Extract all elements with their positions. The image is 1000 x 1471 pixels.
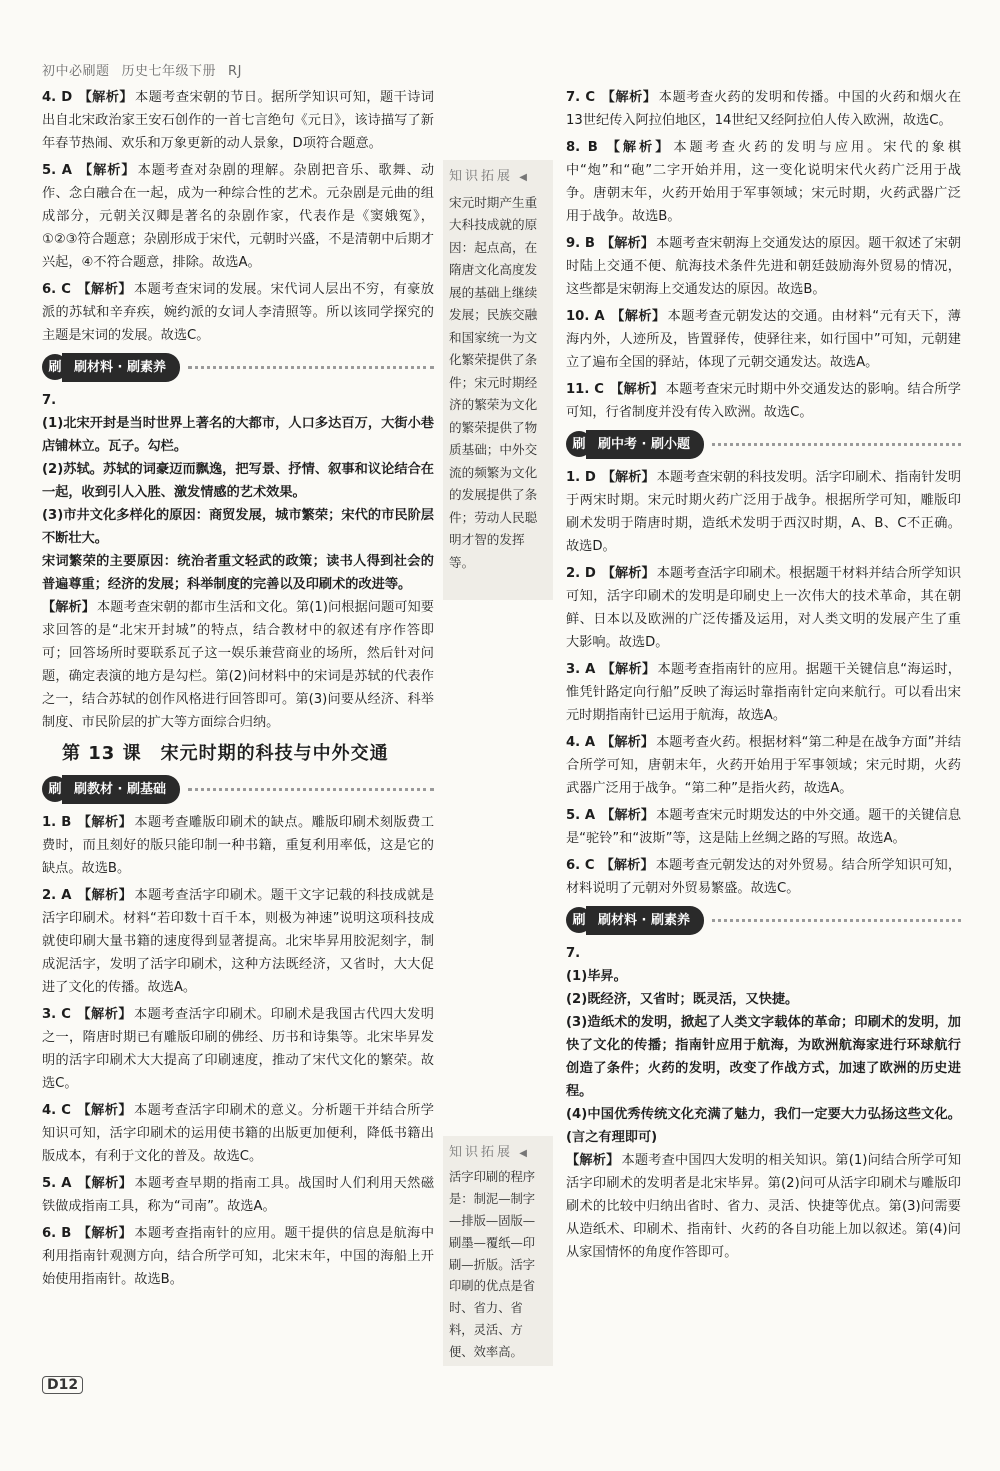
- question-number: 5. A: [42, 163, 72, 178]
- answer-line: (4)中国优秀传统文化充满了魅力，我们一定要大力弘扬这些文化。(言之有理即可): [566, 1107, 961, 1145]
- analysis-tag: 【解析】: [600, 236, 655, 251]
- question-item: [566, 305, 961, 374]
- question-number: 2. D: [566, 566, 596, 581]
- sidebar-title: 知识拓展 ◀: [449, 1142, 547, 1165]
- analysis-text: 本题考查宋元时期中外交通发达的影响。结合所学可知，行省制度并没有传入欧洲。故选C。: [566, 382, 961, 420]
- answer-line: 宋词繁荣的主要原因：统治者重文轻武的政策；读书人得到社会的普遍尊重；经济的发展；科举制度的完善以及印刷术的改进等。: [42, 554, 434, 592]
- analysis-tag: 【解析】: [76, 1103, 133, 1118]
- analysis-text: 本题考查活字印刷术。印刷术是我国古代四大发明之一，隋唐时期已有雕版印刷的佛经、历书和诗集等。北宋毕昇发明的活字印刷术大大提高了印刷速度，推动了宋代文化的繁荣。故选C。: [42, 1007, 434, 1091]
- analysis-text: 本题考查活字印刷术的意义。分析题干并结合所学知识可知，活字印刷术的运用使书籍的出版更加便利，降低书籍出版成本，有利于文化的普及。故选C。: [42, 1103, 434, 1164]
- question-number: 4. A: [566, 735, 596, 750]
- question-item: [42, 884, 434, 999]
- analysis-tag: 【解析】: [610, 309, 666, 324]
- question-item: [566, 804, 961, 850]
- question-number: 3. C: [42, 1007, 71, 1022]
- question-item: [566, 854, 961, 900]
- analysis-tag: 【解析】: [601, 662, 656, 677]
- analysis-text: 本题考查活字印刷术。根据题干材料并结合所学知识可知，活字印刷术的发明是印刷史上一次伟大的技术革命，其在朝鲜、日本以及欧洲的广泛传播及运用，对人类文明的发展产生了重大影响。故选D。: [566, 566, 962, 650]
- section-banner-textbook: [42, 775, 434, 803]
- running-header: [42, 60, 242, 79]
- right-column: [566, 86, 961, 1268]
- analysis-tag: 【解析】: [77, 815, 133, 830]
- banner-divider: [188, 788, 434, 791]
- analysis-tag: 【解析】: [76, 282, 133, 297]
- analysis-text: 本题考查元朝发达的对外贸易。结合所学知识可知，材料说明了元朝对外贸易繁盛。故选C。: [566, 858, 962, 896]
- question-number: 6. C: [42, 282, 71, 297]
- analysis-tag: 【解析】: [77, 888, 133, 903]
- analysis-text: 本题考查雕版印刷术的缺点。雕版印刷术刻版费工费时，而且刻好的版只能印制一种书籍，重复利用率低，这是它的缺点。故选B。: [42, 815, 435, 876]
- answer-line: (1)北宋开封是当时世界上著名的大都市，人口多达百万，大街小巷店铺林立。瓦子。勾栏。: [42, 416, 434, 454]
- question-number: 2. A: [42, 888, 72, 903]
- question-item: [566, 658, 961, 727]
- analysis-text: 本题考查火药的发明与应用。宋代的象棋中“炮”和“砲”二字开始并用，这一变化说明宋代火药广泛用于战争。唐朝末年，火药开始用于军事领域；宋元时期，火药武器广泛用于战争。故选B。: [566, 140, 962, 224]
- banner-divider: [188, 366, 434, 369]
- analysis-tag: 【解析】: [77, 1176, 133, 1191]
- analysis-text: 本题考查早期的指南工具。战国时人们利用天然磁铁做成指南工具，称为“司南”。故选A。: [42, 1176, 435, 1214]
- knowledge-extension-box: [443, 1136, 553, 1366]
- question-number: 4. C: [42, 1103, 71, 1118]
- analysis-text: 本题考查宋元时期发达的中外交通。题干的关键信息是“驼铃”和“波斯”等，这是陆上丝绸之路的写照。故选A。: [566, 808, 962, 846]
- analysis-text: 本题考查宋朝海上交通发达的原因。题干叙述了宋朝时陆上交通不便、航海技术条件先进和朝廷鼓励海外贸易的情况，这些都是宋朝海上交通发达的原因。故选B。: [566, 236, 961, 297]
- brush-icon: 刷: [42, 776, 68, 802]
- left-column: [42, 86, 434, 1295]
- brush-icon: 刷: [566, 431, 592, 457]
- question-item: [566, 86, 961, 132]
- analysis-tag: 【解析】: [603, 140, 672, 155]
- analysis-text: 本题考查宋朝的科技发明。活字印刷术、指南针发明于两宋时期。宋元时期火药广泛用于战争。根据所学可知，雕版印刷术发明于隋唐时期，造纸术发明于西汉时期，A、B、C不正确。故选D。: [566, 470, 962, 554]
- question-number: 1. B: [42, 815, 72, 830]
- analysis-text: 本题考查活字印刷术。题干文字记载的科技成就是活字印刷术。材料“若印数十百千本，则极为神速”说明这项科技成就使印刷大量书籍的速度得到显著提高。北宋毕昇用胶泥刻字，制成泥活字，发明了活字印刷术，这种方法既经济，又省时，大大促进了文化的传播。故选A。: [42, 888, 435, 995]
- analysis-text: 本题考查火药。根据材料“第二种是在战争方面”并结合所学可知，唐朝末年，火药开始用于军事领域；宋元时期，火药武器广泛用于战争。“第二种”是指火药，故选A。: [566, 735, 962, 796]
- knowledge-extension-box: [443, 160, 553, 600]
- analysis-text: 本题考查对杂剧的理解。杂剧把音乐、歌舞、动作、念白融合在一起，成为一种综合性的艺术。元杂剧是元曲的组成部分，元朝关汉卿是著名的杂剧作家，代表作是《窦娥冤》，①②③符合题意；杂剧形成于宋代，元朝时兴盛，不是清朝中后期才兴起，④不符合题意，排除。故选A。: [42, 163, 435, 270]
- analysis-tag: 【解析】: [601, 90, 657, 105]
- analysis-tag: 【解析】: [601, 566, 655, 581]
- header-edition: RJ: [228, 64, 242, 79]
- question-item: [42, 159, 434, 274]
- question-number: 8. B: [566, 140, 598, 155]
- analysis-text: 本题考查指南针的应用。题干提供的信息是航海中利用指南针观测方向，结合所学可知，北宋末年，中国的海船上开始使用指南针。故选B。: [42, 1226, 435, 1287]
- answer-line: (2)既经济，又省时；既灵活，又快捷。: [566, 992, 799, 1007]
- question-number: 4. D: [42, 90, 73, 105]
- banner-label: 刷材料 · 刷素养: [62, 353, 180, 382]
- banner-divider: [712, 443, 961, 446]
- answer-line: (3)造纸术的发明，掀起了人类文字载体的革命；印刷术的发明，加快了文化的传播；指南针应用于航海，为欧洲航海家进行环球航行创造了条件；火药的发明，改变了作战方式，加速了欧洲的历史进程。: [566, 1015, 961, 1099]
- analysis-text: 本题考查宋朝的节日。据所学知识可知，题干诗词出自北宋政治家王安石创作的一首七言绝句《元日》，该诗描写了新年春节热闹、欢乐和万象更新的动人景象，D项符合题意。: [42, 90, 434, 151]
- analysis-text: 本题考查元朝发达的交通。由材料“元有天下，薄海内外，人迹所及，皆置驿传，使驿往来，如行国中”可知，元朝建立了遍布全国的驿站，体现了元朝交通发达。故选A。: [566, 309, 961, 370]
- analysis-tag: 【解析】: [609, 382, 664, 397]
- analysis-text: 本题考查宋朝的都市生活和文化。第(1)问根据问题可知要求回答的是“北宋开封城”的特点，结合教材中的叙述有序作答即可；回答场所时要联系瓦子这一娱乐兼营商业的场所，然后针对问题，确定表演的地方是勾栏。第(2)问材料中的宋词是苏轼的代表作之一，结合苏轼的创作风格进行回答即可。第(3)问要从经济、科举制度、市民阶层的扩大等方面综合归纳。: [42, 600, 434, 730]
- question-number: 7. C: [566, 90, 596, 105]
- question-item: [42, 1003, 434, 1095]
- question-item: [566, 378, 961, 424]
- analysis-tag: 【解析】: [566, 1153, 620, 1168]
- section-banner-exam: [566, 430, 961, 458]
- banner-label: 刷中考 · 刷小题: [586, 430, 704, 459]
- analysis-tag: 【解析】: [76, 1007, 133, 1022]
- question-item: [42, 811, 434, 880]
- question-number: 5. A: [42, 1176, 72, 1191]
- question-number: 1. D: [566, 470, 596, 485]
- answer-line: (2)苏轼。苏轼的词豪迈而飘逸，把写景、抒情、叙事和议论结合在一起，收到引人入胜、激发情感的艺术效果。: [42, 462, 434, 500]
- analysis-tag: 【解析】: [77, 1226, 133, 1241]
- analysis-text: 本题考查火药的发明和传播。中国的火药和烟火在13世纪传入阿拉伯地区，14世纪又经阿拉伯人传入欧洲，故选C。: [566, 90, 962, 128]
- question-item: [42, 1222, 434, 1291]
- sidebar-text: 宋元时期产生重大科技成就的原因：起点高，在隋唐文化高度发展的基础上继续发展；民族交融和国家统一为文化繁荣提供了条件；宋元时期经济的繁荣为文化的繁荣提供了物质基础；中外交流的频繁为文化的发展提供了条件；劳动人民聪明才智的发挥等。: [449, 194, 538, 570]
- question-item: [566, 562, 961, 654]
- sidebar-text: 活字印刷的程序是：制泥—制字—排版—固版—刷墨—覆纸—印刷—折版。活字印刷的优点是省时、省力、省料，灵活、方便、效率高。: [449, 1169, 536, 1360]
- question-number: 3. A: [566, 662, 596, 677]
- section-banner-materials: [566, 906, 961, 934]
- question-7: [566, 942, 961, 1264]
- question-number: 7.: [42, 393, 57, 408]
- question-item: [42, 1172, 434, 1218]
- question-item: [566, 232, 961, 301]
- question-number: 9. B: [566, 236, 595, 251]
- brush-icon: 刷: [42, 354, 68, 380]
- analysis-text: 本题考查中国四大发明的相关知识。第(1)问结合所学可知活字印刷术的发明者是北宋毕昇。第(2)问可从活字印刷术与雕版印刷术的比较中归纳出省时、省力、灵活、快捷等优点。第(3)问需要从造纸术、印刷术、指南针、火药的各自功能上加以叙述。第(4)问从家国情怀的角度作答即可。: [566, 1153, 962, 1260]
- analysis-tag: 【解析】: [77, 163, 136, 178]
- header-series: 初中必刷题: [42, 64, 110, 79]
- analysis-tag: 【解析】: [601, 470, 655, 485]
- question-number: 5. A: [566, 808, 596, 823]
- analysis-tag: 【解析】: [601, 808, 655, 823]
- banner-label: 刷材料 · 刷素养: [586, 906, 704, 935]
- brush-icon: 刷: [566, 907, 592, 933]
- question-number: 11. C: [566, 382, 604, 397]
- question-item: [42, 278, 434, 347]
- question-7: [42, 389, 434, 734]
- analysis-tag: 【解析】: [600, 858, 654, 873]
- analysis-tag: 【解析】: [78, 90, 134, 105]
- question-item: [42, 86, 434, 155]
- answer-line: (1)毕昇。: [566, 969, 627, 984]
- answer-line: (3)市井文化多样化的原因：商贸发展，城市繁荣；宋代的市民阶层不断壮大。: [42, 508, 434, 546]
- question-number: 6. B: [42, 1226, 72, 1241]
- question-item: [42, 1099, 434, 1168]
- page-number: D12: [42, 1376, 83, 1394]
- analysis-text: 本题考查宋词的发展。宋代词人层出不穷，有豪放派的苏轼和辛弃疾，婉约派的女词人李清照等。所以该同学探究的主题是宋词的发展。故选C。: [42, 282, 434, 343]
- question-number: 10. A: [566, 309, 605, 324]
- question-item: [566, 466, 961, 558]
- header-subject: 历史七年级下册: [121, 64, 217, 79]
- question-item: [566, 136, 961, 228]
- lesson-title: 第 13 课 宋元时期的科技与中外交通: [62, 743, 389, 764]
- question-item: [566, 731, 961, 800]
- analysis-text: 本题考查指南针的应用。据题干关键信息“海运时，惟凭针路定向行船”反映了海运时靠指南针定向来航行。可以看出宋元时期指南针已运用于航海，故选A。: [566, 662, 961, 723]
- section-banner-materials: [42, 353, 434, 381]
- sidebar-title: 知识拓展 ◀: [449, 166, 547, 190]
- analysis-tag: 【解析】: [601, 735, 655, 750]
- question-number: 6. C: [566, 858, 595, 873]
- question-number: 7.: [566, 946, 581, 961]
- analysis-tag: 【解析】: [42, 600, 96, 615]
- banner-divider: [712, 919, 961, 922]
- banner-label: 刷教材 · 刷基础: [62, 775, 180, 804]
